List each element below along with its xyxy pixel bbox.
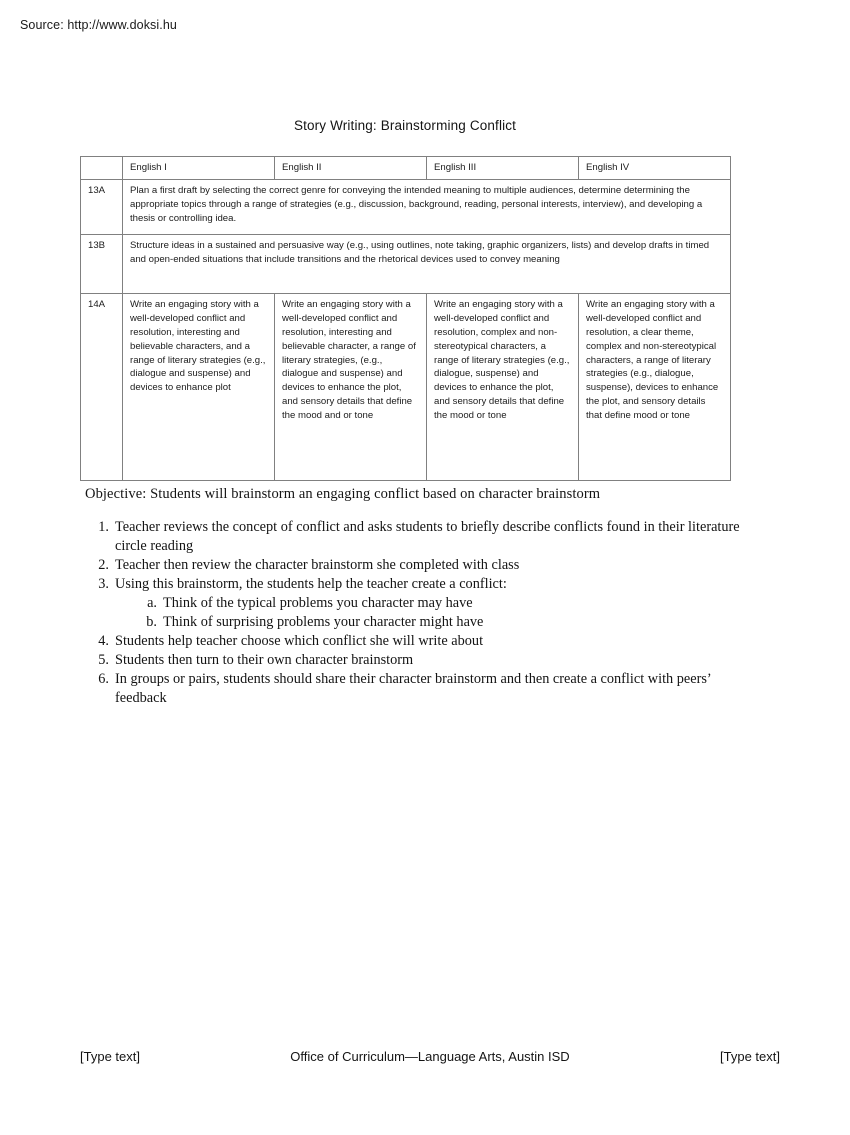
- list-item: [85, 594, 745, 613]
- list-item-number: 2.: [98, 557, 109, 573]
- list-item: [85, 556, 745, 575]
- footer-center-text: Office of Curriculum—Language Arts, Austin ISD: [290, 1049, 570, 1064]
- footer-right-placeholder: [Type text]: [720, 1049, 780, 1064]
- list-item-number: 1.: [98, 519, 109, 535]
- objective-statement: Objective: Students will brainstorm an engaging conflict based on character brainstorm: [85, 486, 601, 502]
- standard-text-13b: Structure ideas in a sustained and persuasive way (e.g., using outlines, note taking, graphic organizers, lists) and develop drafts in timed and open-ended situations that include transitions and the rhetorical devices used to convey meaning: [123, 234, 731, 293]
- standard-code-13b: 13B: [81, 234, 123, 293]
- list-item-text: Using this brainstorm, the students help the teacher create a conflict:: [115, 576, 507, 592]
- standard-14a-english-2: Write an engaging story with a well-developed conflict and resolution, interesting and believable character, a range of literary strategies, (e.g., dialogue and suspense) and devices to enhance the plot, and sensory details that define the mood and or tone: [275, 293, 427, 480]
- footer-left-placeholder: [Type text]: [80, 1049, 140, 1064]
- page-title: Story Writing: Brainstorming Conflict: [293, 118, 517, 133]
- list-item-text: Students help teacher choose which conflict she will write about: [115, 633, 484, 649]
- procedure-sublist: [85, 594, 745, 632]
- sublist-item-number: a.: [147, 595, 157, 611]
- standards-table: [80, 156, 731, 481]
- list-item-number: 3.: [98, 576, 109, 592]
- list-item: [85, 518, 745, 556]
- standard-14a-english-1: Write an engaging story with a well-developed conflict and resolution, interesting and believable characters, and a range of literary strategies (e.g., dialogue and suspense) and devices to enhance plot: [123, 293, 275, 480]
- list-item: [85, 670, 745, 708]
- table-header-english-2: English II: [275, 157, 427, 180]
- table-row: [81, 179, 731, 234]
- standard-code-13a: 13A: [81, 179, 123, 234]
- sublist-item-text: Think of the typical problems you character may have: [163, 595, 473, 611]
- standard-14a-english-4: Write an engaging story with a well-developed conflict and resolution, a clear theme, complex and non-stereotypical characters, a range of literary strategies (e.g., dialogue, suspense), devices to enhance the plot, and sensory details that define mood or tone: [579, 293, 731, 480]
- table-header-english-1: English I: [123, 157, 275, 180]
- list-item-text: Students then turn to their own character brainstorm: [115, 652, 414, 668]
- source-url-label: Source: http://www.doksi.hu: [20, 18, 177, 32]
- standard-code-14a: 14A: [81, 293, 123, 480]
- table-header-row: [81, 157, 731, 180]
- standard-text-13a: Plan a first draft by selecting the correct genre for conveying the intended meaning to multiple audiences, determine determining the appropriate topics through a range of strategies (e.g., discussion, background, reading, personal interests, interview), and developing a thesis or controlling idea.: [123, 179, 731, 234]
- list-item-number: 5.: [98, 652, 109, 668]
- list-item-text: Teacher then review the character brainstorm she completed with class: [115, 557, 520, 573]
- list-item-number: 4.: [98, 633, 109, 649]
- list-item: [85, 575, 745, 594]
- list-item: [85, 613, 745, 632]
- table-row: [81, 293, 731, 480]
- table-row: [81, 234, 731, 293]
- list-item-number: 6.: [98, 671, 109, 687]
- list-item: [85, 651, 745, 670]
- page-footer: [80, 1049, 780, 1064]
- list-item-text: Teacher reviews the concept of conflict and asks students to briefly describe conflicts found in their literature circle reading: [115, 519, 740, 554]
- list-item-text: In groups or pairs, students should share their character brainstorm and then create a conflict with peers’ feedback: [115, 671, 711, 706]
- standard-14a-english-3: Write an engaging story with a well-developed conflict and resolution, complex and non-stereotypical characters, a range of literary strategies (e.g., dialogue, suspense) and devices to enhance the plot, and sensory details that define the mood or tone: [427, 293, 579, 480]
- table-header-english-4: English IV: [579, 157, 731, 180]
- sublist-item-number: b.: [146, 614, 157, 630]
- list-item: [85, 632, 745, 651]
- table-header-english-3: English III: [427, 157, 579, 180]
- procedure-list: [85, 518, 745, 708]
- table-header-blank: [81, 157, 123, 180]
- sublist-item-text: Think of surprising problems your character might have: [163, 614, 484, 630]
